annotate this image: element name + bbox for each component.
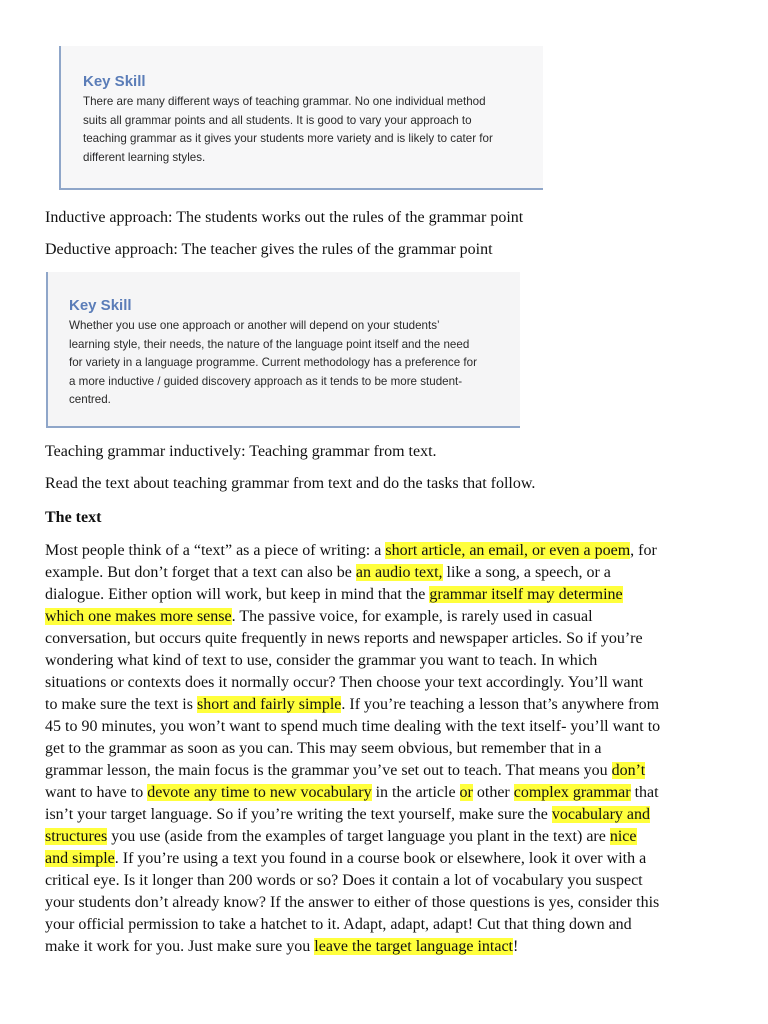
highlight: vocabulary and <box>551 806 651 823</box>
text-run: make it work for you. Just make sure you <box>45 938 315 955</box>
text-run: other <box>472 784 514 801</box>
text-run: isn’t your target language. So if you’re writing the text yourself, make sure the <box>45 806 552 823</box>
text-run: . The passive voice, for example, is rarely used in casual <box>231 608 593 625</box>
instruction: Read the text about teaching grammar from text and do the tasks that follow. <box>45 475 536 492</box>
body-line <box>45 760 725 782</box>
text-run: , for <box>630 542 657 559</box>
body-line <box>45 562 725 584</box>
text-run: like a song, a speech, or a <box>442 564 611 581</box>
text-run: to make sure the text is <box>45 696 197 713</box>
highlight: leave the target language intact <box>314 938 513 955</box>
key-skill-line: learning style, their needs, the nature of the language point itself and the need <box>69 337 470 351</box>
body-text <box>45 540 725 958</box>
highlight: devote any time to new vocabulary <box>147 784 372 801</box>
body-line <box>45 826 725 848</box>
key-skill-title: Key Skill <box>83 73 146 90</box>
body-line: get to the grammar as soon as you can. This may seem obvious, but remember that in a <box>45 740 602 757</box>
key-skill-text <box>83 93 531 167</box>
section-heading: The text <box>45 509 102 526</box>
key-skill-line: Whether you use one approach or another will depend on your students’ <box>69 319 440 332</box>
body-line: wondering what kind of text to use, consider the grammar you want to teach. In which <box>45 652 598 669</box>
text-run: Most people think of a “text” as a piece of writing: a <box>45 542 386 559</box>
highlight: nice <box>609 828 637 845</box>
key-skill-line: centred. <box>69 393 111 406</box>
deductive-approach: Deductive approach: The teacher gives the rules of the grammar point <box>45 241 493 258</box>
text-run: dialogue. Either option will work, but keep in mind that the <box>45 586 430 603</box>
key-skill-line: There are many different ways of teaching grammar. No one individual method <box>83 95 486 108</box>
highlight: short and fairly simple <box>196 696 342 713</box>
text-run: you use (aside from the examples of target language you plant in the text) are <box>107 828 610 845</box>
highlight: grammar itself may determine <box>429 586 623 603</box>
text-run: example. But don’t forget that a text can also be <box>45 564 356 581</box>
body-line: 45 to 90 minutes, you won’t want to spend much time dealing with the text itself- you’ll want to <box>45 718 661 735</box>
text-run: grammar lesson, the main focus is the grammar you’ve set out to teach. That means you <box>45 762 612 779</box>
key-skill-title: Key Skill <box>69 297 132 314</box>
body-line <box>45 782 725 804</box>
key-skill-box-2 <box>46 272 520 428</box>
inductive-approach: Inductive approach: The students works out the rules of the grammar point <box>45 209 524 226</box>
text-run: . If you’re using a text you found in a course book or elsewhere, look it over with a <box>114 850 647 867</box>
body-line: situations or contexts does it normally occur? Then choose your text accordingly. You’ll want <box>45 674 644 691</box>
key-skill-text <box>69 317 505 410</box>
key-skill-line: different learning styles. <box>83 150 206 164</box>
teaching-inductively: Teaching grammar inductively: Teaching grammar from text. <box>45 443 437 460</box>
body-line <box>45 804 725 826</box>
highlight: an audio text, <box>355 564 443 581</box>
body-line <box>45 606 725 628</box>
highlight: don’t <box>611 762 646 779</box>
key-skill-line: suits all grammar points and all students. It is good to vary your approach to <box>83 113 472 127</box>
key-skill-line: teaching grammar as it gives your students more variety and is likely to cater for <box>83 132 493 145</box>
highlight: short article, an email, or even a poem <box>385 542 631 559</box>
highlight: and simple <box>45 850 115 867</box>
body-line <box>45 540 725 562</box>
body-line: your official permission to take a hatchet to it. Adapt, adapt, adapt! Cut that thing down and <box>45 916 632 933</box>
text-run: . If you’re teaching a lesson that’s anywhere from <box>341 696 660 713</box>
text-run: in the article <box>371 784 460 801</box>
body-line: conversation, but occurs quite frequently in news reports and newspaper articles. So if you’re <box>45 630 643 647</box>
text-run: that <box>630 784 659 801</box>
highlight: or <box>459 784 473 801</box>
key-skill-box-1 <box>59 46 543 190</box>
highlight: which one makes more sense <box>45 608 232 625</box>
text-run: want to have to <box>45 784 148 801</box>
highlight: structures <box>45 828 108 845</box>
body-line: critical eye. Is it longer than 200 words or so? Does it contain a lot of vocabulary you suspect <box>45 872 643 889</box>
body-line: your students don’t already know? If the answer to either of those questions is yes, consider this <box>45 894 660 911</box>
key-skill-line: a more inductive / guided discovery approach as it tends to be more student- <box>69 374 463 388</box>
body-line <box>45 584 725 606</box>
body-line <box>45 936 725 958</box>
body-line <box>45 694 725 716</box>
highlight: complex grammar <box>513 784 631 801</box>
key-skill-line: for variety in a language programme. Current methodology has a preference for <box>69 356 477 369</box>
text-run: ! <box>513 938 519 955</box>
body-line <box>45 848 725 870</box>
